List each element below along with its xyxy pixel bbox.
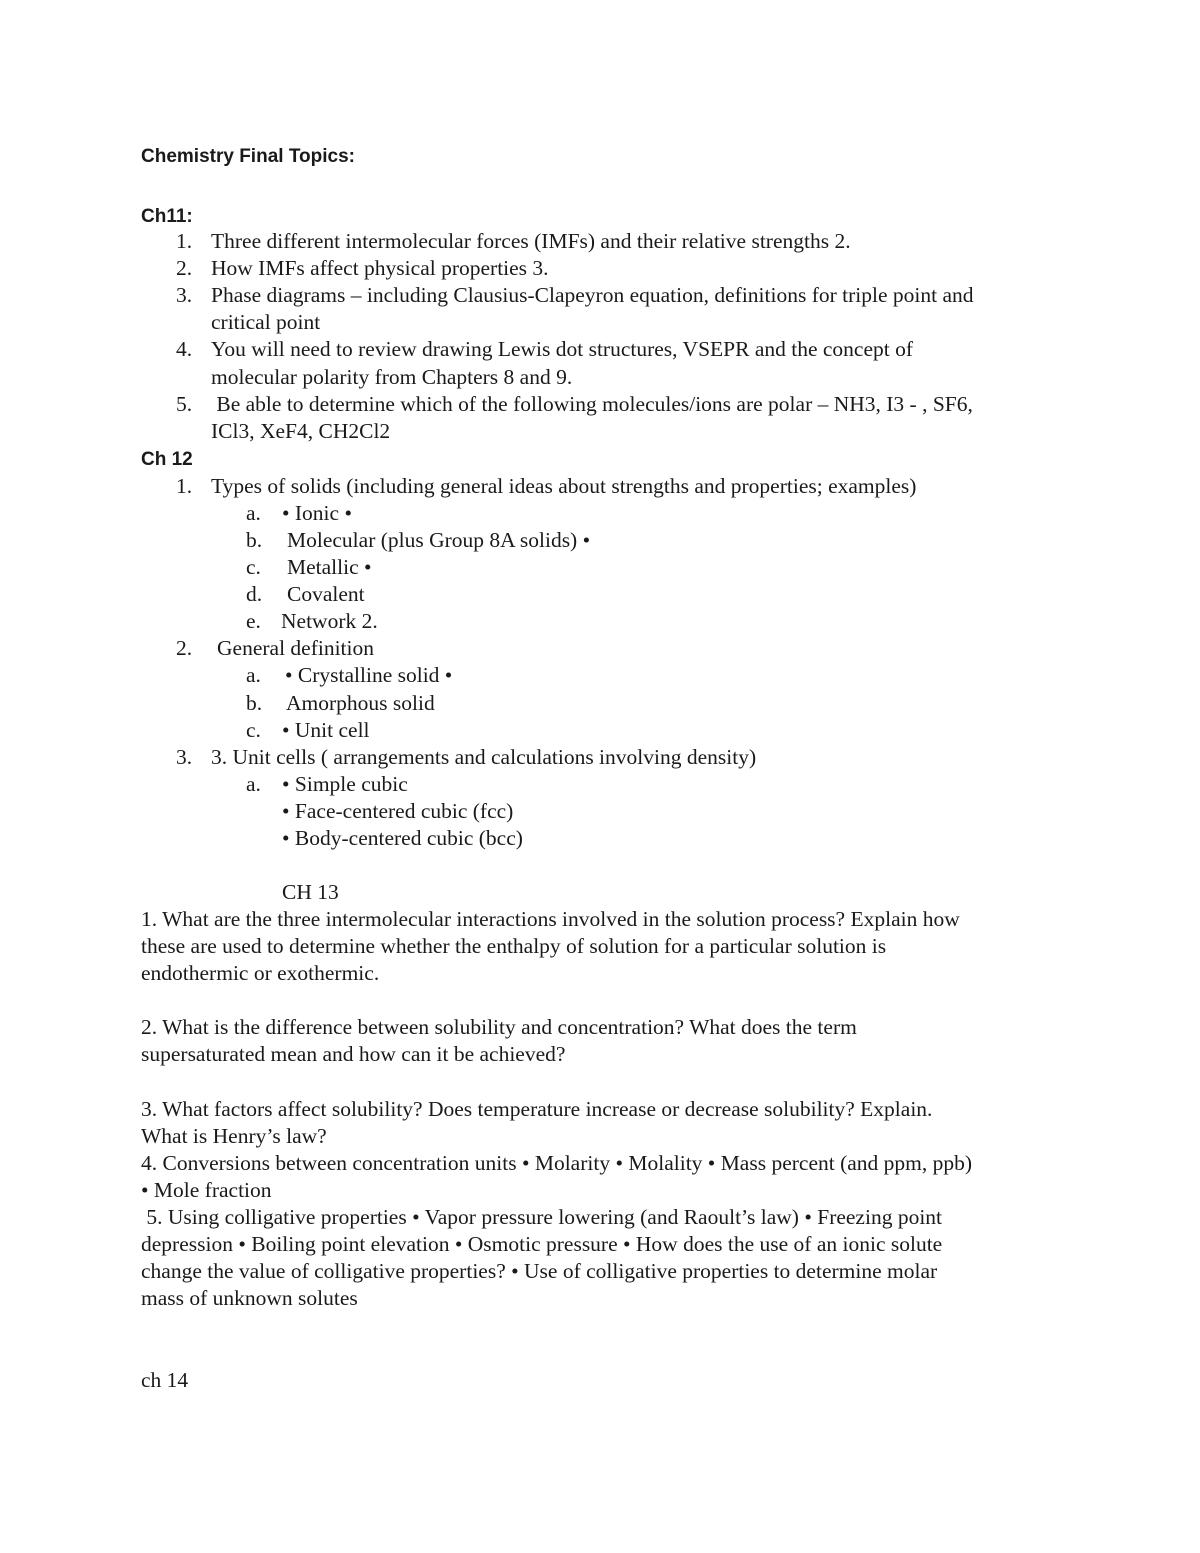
ch11-item-4-text-line-2: molecular polarity from Chapters 8 and 9. <box>211 365 573 389</box>
ch12-item-2-number: 2. <box>176 636 193 660</box>
ch12-sub-c-text: Metallic • <box>287 555 372 579</box>
ch12-sub-a-letter: a. <box>246 501 261 525</box>
ch13-q1-line-3: endothermic or exothermic. <box>141 961 380 985</box>
ch11-heading: Ch11: <box>141 206 193 227</box>
ch12-sub-c-letter: c. <box>246 555 261 579</box>
ch12-unit-cell-simple-cubic: • Simple cubic <box>282 772 408 796</box>
ch13-q1-line-2: these are used to determine whether the enthalpy of solution for a particular solution is <box>141 934 887 958</box>
ch11-item-4-text-line-1: You will need to review drawing Lewis dot structures, VSEPR and the concept of <box>211 337 914 361</box>
ch12-item-2-text: General definition <box>217 636 375 660</box>
ch12-item-2-sub-b-text: Amorphous solid <box>286 691 435 715</box>
ch12-item-2-sub-c-text: • Unit cell <box>282 718 370 742</box>
ch12-sub-b-letter: b. <box>246 528 263 552</box>
ch12-item-2-sub-b-letter: b. <box>246 691 263 715</box>
ch13-q2-line-2: supersaturated mean and how can it be achieved? <box>141 1042 566 1066</box>
ch12-sub-e-text: Network 2. <box>281 609 378 633</box>
ch13-q5-line-3: change the value of colligative properties? • Use of colligative properties to determine molar <box>141 1259 938 1283</box>
ch12-sub-a-text: • Ionic • <box>282 501 352 525</box>
ch11-item-3-text-line-1: Phase diagrams – including Clausius-Clapeyron equation, definitions for triple point and <box>211 283 974 307</box>
ch11-item-3-text-line-2: critical point <box>211 310 321 334</box>
ch12-sub-d-letter: d. <box>246 582 263 606</box>
ch13-q5-line-1: 5. Using colligative properties • Vapor pressure lowering (and Raoult’s law) • Freezing point <box>141 1205 943 1229</box>
ch12-item-3-text: 3. Unit cells ( arrangements and calculations involving density) <box>211 745 757 769</box>
ch12-unit-cell-fcc: • Face-centered cubic (fcc) <box>282 799 514 823</box>
ch13-q2-line-1: 2. What is the difference between solubility and concentration? What does the term <box>141 1015 857 1039</box>
ch12-heading: Ch 12 <box>141 449 193 470</box>
ch12-item-2-sub-a-letter: a. <box>246 663 261 687</box>
ch13-q4-line-1: 4. Conversions between concentration units • Molarity • Molality • Mass percent (and ppm, ppb) <box>141 1151 973 1175</box>
ch11-item-4-number: 4. <box>176 337 193 361</box>
ch13-q1-line-1: 1. What are the three intermolecular interactions involved in the solution process? Explain how <box>141 907 960 931</box>
ch13-q4-line-2: • Mole fraction <box>141 1178 272 1202</box>
ch11-item-2-number: 2. <box>176 256 193 280</box>
ch13-q3-line-2: What is Henry’s law? <box>141 1124 327 1148</box>
ch11-item-5-text-line-1: Be able to determine which of the following molecules/ions are polar – NH3, I3 - , SF6, <box>211 392 973 416</box>
ch12-item-1-text: Types of solids (including general ideas about strengths and properties; examples) <box>211 474 917 498</box>
ch12-unit-cell-bcc: • Body-centered cubic (bcc) <box>282 826 523 850</box>
ch13-q5-line-4: mass of unknown solutes <box>141 1286 358 1310</box>
ch11-item-1-text: Three different intermolecular forces (IMFs) and their relative strengths 2. <box>211 229 851 253</box>
ch14-heading: ch 14 <box>141 1368 189 1392</box>
page-title: Chemistry Final Topics: <box>141 146 355 167</box>
ch12-item-2-sub-c-letter: c. <box>246 718 261 742</box>
ch12-item-2-sub-a-text: • Crystalline solid • <box>285 663 453 687</box>
ch13-heading: CH 13 <box>282 880 339 904</box>
ch12-sub-e-letter: e. <box>246 609 261 633</box>
ch12-sub-d-text: Covalent <box>287 582 365 606</box>
ch11-item-3-number: 3. <box>176 283 193 307</box>
ch12-sub-b-text: Molecular (plus Group 8A solids) • <box>287 528 591 552</box>
ch12-item-3-number: 3. <box>176 745 193 769</box>
ch13-q3-line-1: 3. What factors affect solubility? Does temperature increase or decrease solubility? Explain. <box>141 1097 933 1121</box>
ch11-item-2-text: How IMFs affect physical properties 3. <box>211 256 549 280</box>
ch11-item-5-number: 5. <box>176 392 193 416</box>
ch11-item-5-text-line-2: ICl3, XeF4, CH2Cl2 <box>211 419 391 443</box>
ch13-q5-line-2: depression • Boiling point elevation • Osmotic pressure • How does the use of an ionic solute <box>141 1232 943 1256</box>
ch12-item-1-number: 1. <box>176 474 193 498</box>
ch12-item-3-sub-a-letter: a. <box>246 772 261 796</box>
ch11-item-1-number: 1. <box>176 229 193 253</box>
